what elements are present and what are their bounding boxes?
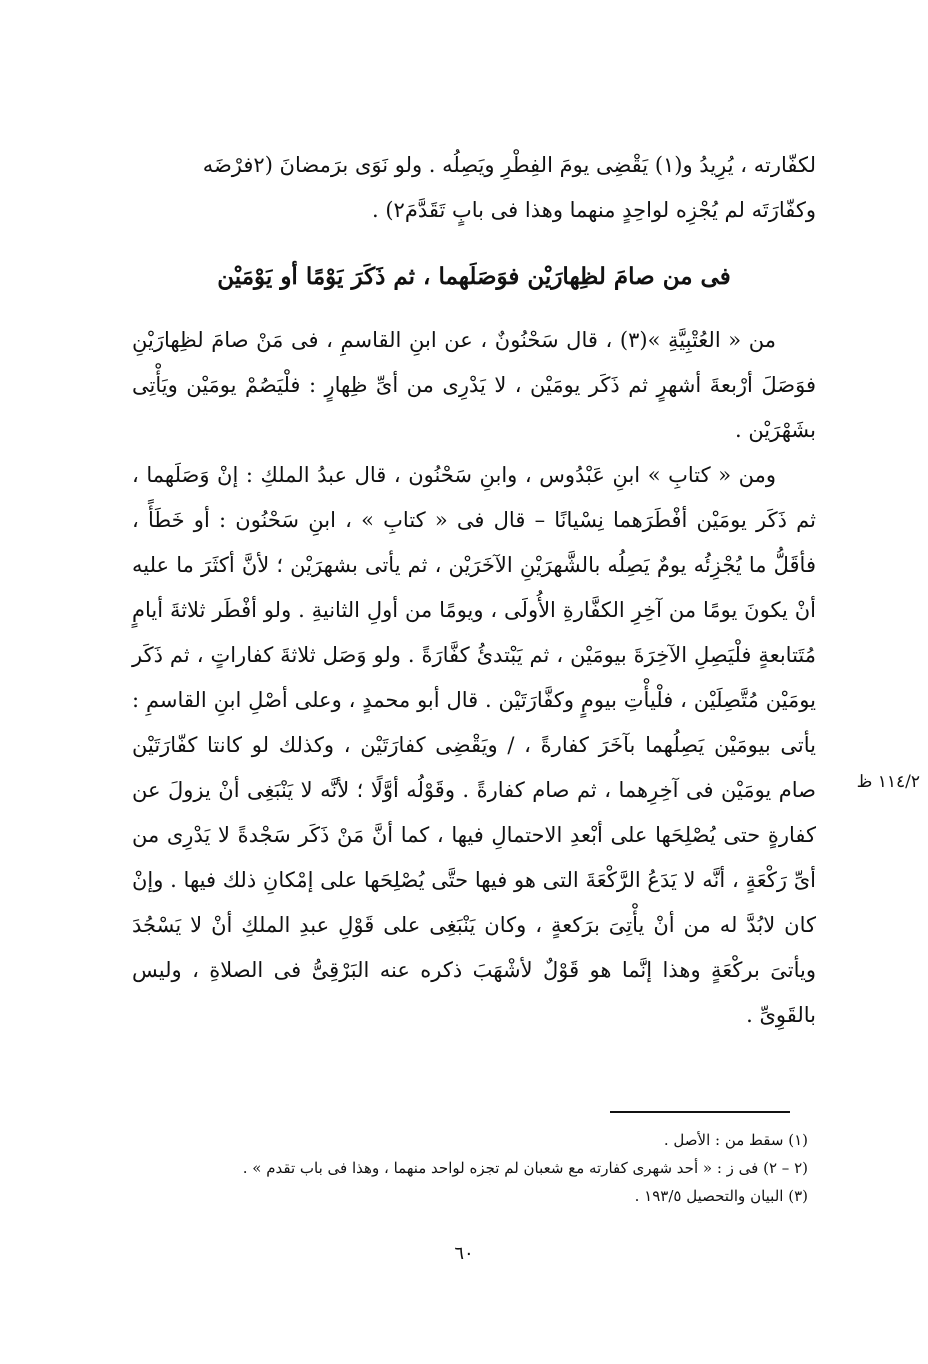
footnotes xyxy=(116,1126,816,1210)
intro-text xyxy=(132,143,816,233)
intro-line: وكفّارَتَه لم يُجْزِه لواحِدٍ منهما وهذا فى بابٍ تَقَدَّمَ٢) . xyxy=(371,198,816,222)
footnote-divider xyxy=(610,1111,790,1113)
page-number: ٦٠ xyxy=(454,1243,474,1264)
paragraph-utbiyya: من « العُتْبِيَّةِ »(٣) ، قال سَحْنُونٌ ، عن ابنِ القاسمِ ، فى مَنْ صامَ لظِهارَيْنِ فوَصَلَ أرْبعةَ أشهرٍ ثم ذَكَر يومَيْن ، لا يَدْرِى من أىِّ ظِهارٍ : فلْيَصُمْ يومَيْن ويَأْتِى بشَهْرَيْن . xyxy=(132,328,817,442)
section-heading: فى من صامَ لظِهارَيْن فوَصَلَهما ، ثم ذَكَرَ يَوْمًا أو يَوْمَيْن xyxy=(217,263,731,290)
body-text xyxy=(132,318,816,1038)
paragraph-ibn-abdus: ومن « كتابِ » ابنِ عَبْدُوس ، وابنِ سَحْنُون ، قال عبدُ الملكِ : إنْ وَصَلَهما ، ثم ذَكَر يومَيْن أفْطَرَهما نِسْيانًا – قال فى « كتابِ » ، ابنِ سَحْنُون : أو خَطَأً ، فأقَلُّ ما يُجْزِئُه يومٌ يَصِلُه بالشَّهرَيْنِ الآخَرَيْن ، ثم يأتى بشهرَيْن ؛ لأنَّ أكثَرَ ما عليه أنْ يكونَ يومًا من آخِرِ الكفَّارةِ الأُولَى ، ويومًا من أولِ الثانيةِ . ولو أفْطَر ثلاثةَ أيامٍ مُتَتابعةٍ فلْيَصِلِ الآخِرَةَ بيومَيْن ، ثم يَبْتدئُ كفَّارَةً . ولو وَصَل ثلاثةَ كفاراتٍ ، ثم ذَكَر يومَيْن مُتَّصِلَيْن ، فلْيأْتِ بيومٍ وكفَّارَتَيْن . قال أبو محمدٍ ، وعلى أصْلِ ابنِ القاسمِ : يأتى بيومَيْن يَصِلُهما بآخَرَ كفارةً ، / ويَقْضِى كفارَتَيْن ، وكذلك لو كانتا كفّارَتَيْن صام يومَيْن فى آخِرِهما ، ثم صام كفارةً . وقَوْلُه أوَّلًا ؛ لأنَّه لا يَنْبَغِى أنْ يزولَ عن كفارةٍ حتى يُصْلِحَها على أبْعدِ الاحتمالِ فيها ، كما أنَّ مَنْ ذَكَر سَجْدةً لا يَدْرِى من أىِّ رَكْعَةٍ ، أنَّه لا يَدَعُ الرَّكْعَةَ التى هو فيها حتَّى يُصْلِحَها على إمْكانِ ذلك فيها . وإنْ كان لابُدَّ له من أنْ يأْتِىَ برَكعةٍ ، وكان يَنْبَغِى على قَوْلِ عبدِ الملكِ أنْ لا يَسْجُدَ ويأتىَ بركْعَةٍ وهذا إنَّما هو قَوْلٌ لأشْهَبَ ذكره عنه البَرْقِىُّ فى الصلاةِ ، وليس بالقَوِىِّ . xyxy=(132,463,816,1027)
footnote-2: (٢ – ٢) فى ز : « أحد شهرى كفارته مع شعبان لم تجزه لواحد منهما ، وهذا فى باب تقدم » . xyxy=(242,1159,808,1177)
footnote-3: (٣) البيان والتحصيل ١٩٣/٥ . xyxy=(634,1187,808,1205)
manuscript-folio-note: ١١٤/٢ ظ xyxy=(856,772,920,792)
intro-line: لكفّارته ، يُرِيدُ و(١) يَقْضِى يومَ الفِطْرِ ويَصِلُه . ولو نَوَى برَمضانَ (٢فرْضَه xyxy=(202,153,816,177)
footnote-1: (١) سقط من : الأصل . xyxy=(663,1131,808,1149)
